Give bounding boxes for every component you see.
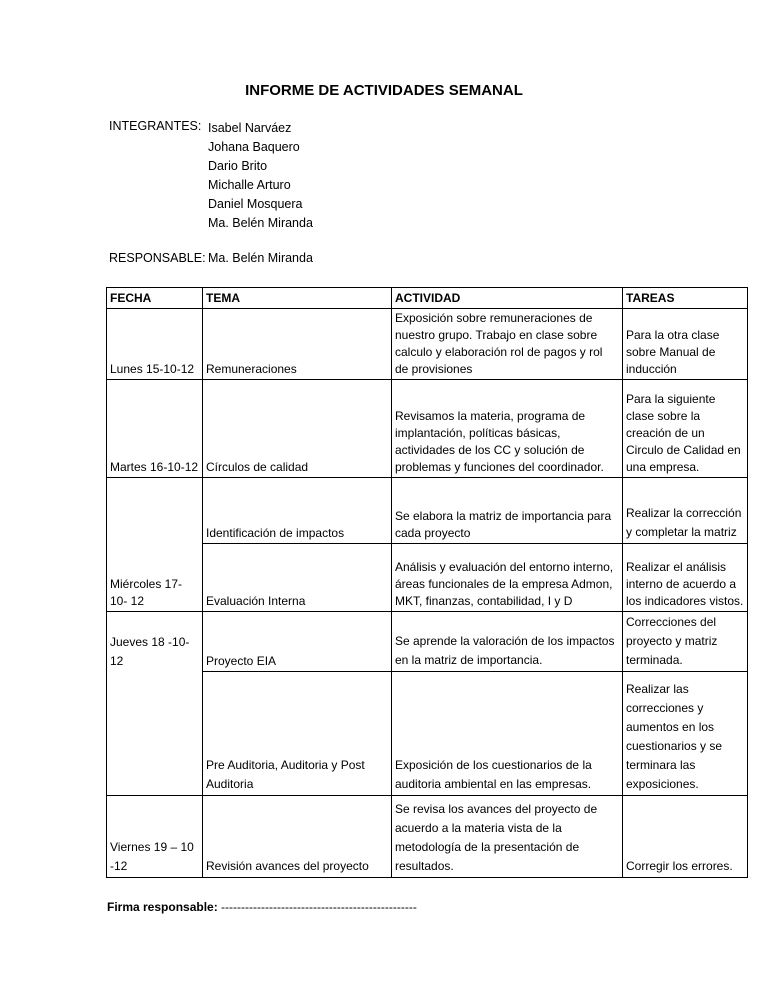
signature-line <box>107 900 417 914</box>
table-row <box>107 478 748 544</box>
responsable-name: Ma. Belén Miranda <box>208 251 313 265</box>
cell-fecha <box>107 672 203 796</box>
cell-tareas: Corregir los errores. <box>623 796 748 878</box>
cell-tema: Pre Auditoria, Auditoria y Post Auditoria <box>203 672 392 796</box>
cell-actividad: Análisis y evaluación del entorno interno, áreas funcionales de la empresa Admon, MKT, finanzas, contabilidad, I y D <box>392 544 623 612</box>
table-row <box>107 612 748 672</box>
report-title: INFORME DE ACTIVIDADES SEMANAL <box>245 82 523 99</box>
cell-tema: Evaluación Interna <box>203 544 392 612</box>
cell-tema: Revisión avances del proyecto <box>203 796 392 878</box>
header-fecha: FECHA <box>107 288 203 309</box>
cell-tema: Identificación de impactos <box>203 478 392 544</box>
table-row <box>107 544 748 612</box>
member-name: Johana Baquero <box>208 140 300 154</box>
cell-actividad: Exposición sobre remuneraciones de nuestro grupo. Trabajo en clase sobre calculo y elaboración rol de pagos y rol de provisiones <box>392 309 623 380</box>
cell-tema: Círculos de calidad <box>203 380 392 478</box>
integrantes-label: INTEGRANTES: <box>109 119 202 133</box>
responsable-label: RESPONSABLE: <box>109 251 206 265</box>
cell-actividad: Se elabora la matriz de importancia para cada proyecto <box>392 478 623 544</box>
header-actividad: ACTIVIDAD <box>392 288 623 309</box>
cell-actividad: Exposición de los cuestionarios de la auditoria ambiental en las empresas. <box>392 672 623 796</box>
activities-table <box>106 287 748 878</box>
cell-tareas: Realizar las correcciones y aumentos en los cuestionarios y se terminara las exposiciones. <box>623 672 748 796</box>
cell-tareas: Realizar la corrección y completar la matriz <box>623 478 748 544</box>
cell-fecha: Miércoles 17-10- 12 <box>107 544 203 612</box>
cell-fecha: Lunes 15-10-12 <box>107 309 203 380</box>
table-row <box>107 380 748 478</box>
cell-fecha <box>107 478 203 544</box>
cell-actividad: Revisamos la materia, programa de implantación, políticas básicas, actividades de los CC y solución de problemas y funciones del coordinador. <box>392 380 623 478</box>
cell-tema: Remuneraciones <box>203 309 392 380</box>
cell-fecha: Martes 16-10-12 <box>107 380 203 478</box>
firma-label: Firma responsable: <box>107 900 218 914</box>
member-name: Michalle Arturo <box>208 178 291 192</box>
integrantes-list <box>208 119 313 233</box>
cell-tareas: Correcciones del proyecto y matriz terminada. <box>623 612 748 672</box>
cell-fecha: Viernes 19 – 10 -12 <box>107 796 203 878</box>
header-tema: TEMA <box>203 288 392 309</box>
firma-dashes: ------------------------------------------------- <box>217 900 417 914</box>
cell-actividad: Se revisa los avances del proyecto de acuerdo a la materia vista de la metodología de la presentación de resultados. <box>392 796 623 878</box>
member-name: Isabel Narváez <box>208 121 292 135</box>
cell-actividad: Se aprende la valoración de los impactos en la matriz de importancia. <box>392 612 623 672</box>
cell-tema: Proyecto EIA <box>203 612 392 672</box>
table-row <box>107 796 748 878</box>
table-header-row <box>107 288 748 309</box>
member-name: Ma. Belén Miranda <box>208 216 313 230</box>
cell-fecha: Jueves 18 -10-12 <box>107 612 203 672</box>
member-name: Daniel Mosquera <box>208 197 303 211</box>
cell-tareas: Realizar el análisis interno de acuerdo a los indicadores vistos. <box>623 544 748 612</box>
cell-tareas: Para la otra clase sobre Manual de inducción <box>623 309 748 380</box>
header-tareas: TAREAS <box>623 288 748 309</box>
cell-tareas: Para la siguiente clase sobre la creación de un Circulo de Calidad en una empresa. <box>623 380 748 478</box>
member-name: Dario Brito <box>208 159 268 173</box>
table-row <box>107 672 748 796</box>
table-row <box>107 309 748 380</box>
